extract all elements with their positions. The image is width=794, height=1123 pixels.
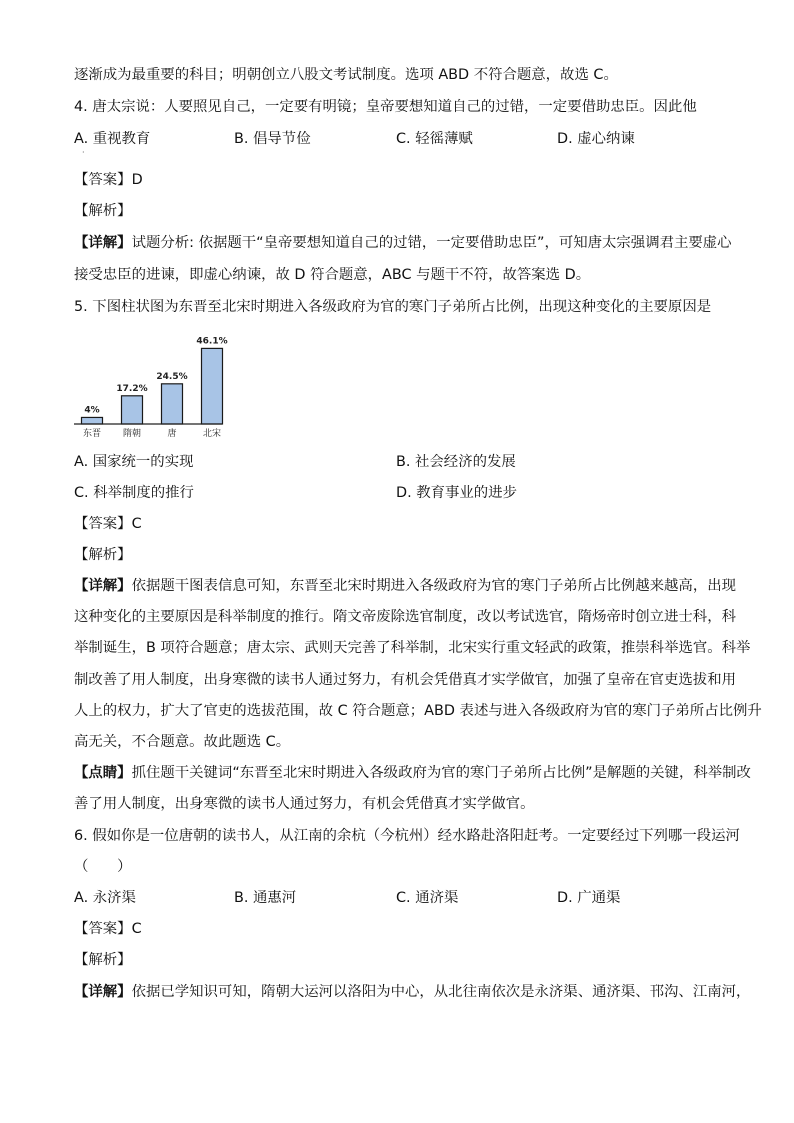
q5-tip-line-2: 善了用人制度，出身寒微的读书人通过努力，有机会凭借真才实学做官。 (74, 796, 535, 812)
question-6: 6. 假如你是一位唐朝的读书人，从江南的余杭（今杭州）经水路赴洛阳赶考。一定要经过下列哪一段运河 (74, 828, 740, 844)
q6-option-b: B. 通惠河 (234, 890, 297, 906)
q5-detail-text-1: 依据题干图表信息可知，东晋至北宋时期进入各级政府为官的寒门子弟所占比例越来越高，出现 (131, 578, 736, 594)
chart-value-label: 17.2% (116, 383, 148, 394)
q4-detail-line-2: 接受忠臣的进谏，即虚心纳谏，故 D 符合题意，ABC 与题干不符，故答案选 D。 (74, 267, 591, 283)
q4-option-c: C. 轻徭薄赋 (396, 131, 473, 147)
q5-tip-text-1: 抓住题干关键词“东晋至北宋时期进入各级政府为官的寒门子弟所占比例”是解题的关键，科举制改 (131, 765, 751, 781)
q5-option-d: D. 教育事业的进步 (396, 485, 517, 501)
chart-value-label: 46.1% (196, 336, 228, 347)
question-4: 4. 唐太宗说：人要照见自己，一定要有明镜；皇帝要想知道自己的过错，一定要借助忠臣。因此他 (74, 99, 697, 115)
q4-detail-text-1: 试题分析: 依据题干“皇帝要想知道自己的过错，一定要借助忠臣”，可知唐太宗强调君主要虚心 (131, 235, 732, 251)
q5-detail-line-6: 高无关，不合题意。故此题选 C。 (74, 734, 291, 750)
chart-category-label: 唐 (167, 429, 177, 439)
q5-answer: 【答案】C (74, 516, 142, 532)
q5-analysis: 【解析】 (74, 547, 132, 563)
q5-tip-line-1 (74, 763, 751, 783)
chart-category-label: 东晋 (82, 429, 102, 439)
chart-value-label: 4% (84, 405, 100, 416)
q4-option-a: A. 重视教育 (74, 131, 151, 147)
chart-bar (82, 417, 103, 424)
q5-detail-line-1 (74, 576, 736, 596)
chart-bar (122, 396, 143, 424)
q6-option-a: A. 永济渠 (74, 890, 136, 906)
q5-detail-line-4: 制改善了用人制度，出身寒微的读书人通过努力，有机会凭借真才实学做官，加强了皇帝在官吏选拔和用 (74, 672, 736, 688)
q5-option-b: B. 社会经济的发展 (396, 454, 516, 470)
q5-detail-tag: 【详解】 (74, 578, 132, 594)
chart-bar (202, 348, 223, 424)
q6-option-d: D. 广通渠 (557, 890, 621, 906)
q6-detail-line-1 (74, 982, 751, 1002)
stray-dot: · (82, 148, 85, 157)
q4-option-d: D. 虚心纳谏 (557, 131, 635, 147)
question-5: 5. 下图柱状图为东晋至北宋时期进入各级政府为官的寒门子弟所占比例，出现这种变化的主要原因是 (74, 299, 712, 315)
q5-bar-chart (74, 330, 234, 440)
q5-option-c: C. 科举制度的推行 (74, 485, 194, 501)
q5-detail-line-2: 这种变化的主要原因是科举制度的推行。隋文帝废除选官制度，改以考试选官，隋炀帝时创立进士科，科 (74, 609, 736, 625)
q5-option-a: A. 国家统一的实现 (74, 454, 194, 470)
q6-detail-text-1: 依据已学知识可知，隋朝大运河以洛阳为中心，从北往南依次是永济渠、通济渠、邗沟、江南河， (131, 984, 751, 1000)
q6-detail-tag: 【详解】 (74, 984, 132, 1000)
q4-detail-line-1 (74, 233, 732, 253)
q6-option-c: C. 通济渠 (396, 890, 459, 906)
q5-tip-tag: 【点睛】 (74, 765, 132, 781)
chart-category-label: 隋朝 (122, 429, 142, 439)
q5-detail-line-3: 举制诞生，B 项符合题意；唐太宗、武则天完善了科举制，北宋实行重文轻武的政策，推崇科举选官。科举 (74, 640, 751, 656)
chart-bar (162, 384, 183, 424)
q4-detail-tag: 【详解】 (74, 235, 132, 251)
q6-analysis: 【解析】 (74, 952, 132, 968)
chart-category-label: 北宋 (202, 429, 222, 439)
q4-answer: 【答案】D (74, 172, 143, 188)
q6-paren: （ ） (74, 859, 132, 875)
q6-answer: 【答案】C (74, 921, 142, 937)
q5-detail-line-5: 人上的权力，扩大了官吏的选拔范围，故 C 符合题意；ABD 表述与进入各级政府为官的寒门子弟所占比例升 (74, 703, 762, 719)
text-line: 逐渐成为最重要的科目；明朝创立八股文考试制度。选项 ABD 不符合题意，故选 C。 (74, 67, 618, 83)
chart-value-label: 24.5% (156, 371, 188, 382)
q4-option-b: B. 倡导节俭 (234, 131, 311, 147)
q4-analysis: 【解析】 (74, 203, 132, 219)
